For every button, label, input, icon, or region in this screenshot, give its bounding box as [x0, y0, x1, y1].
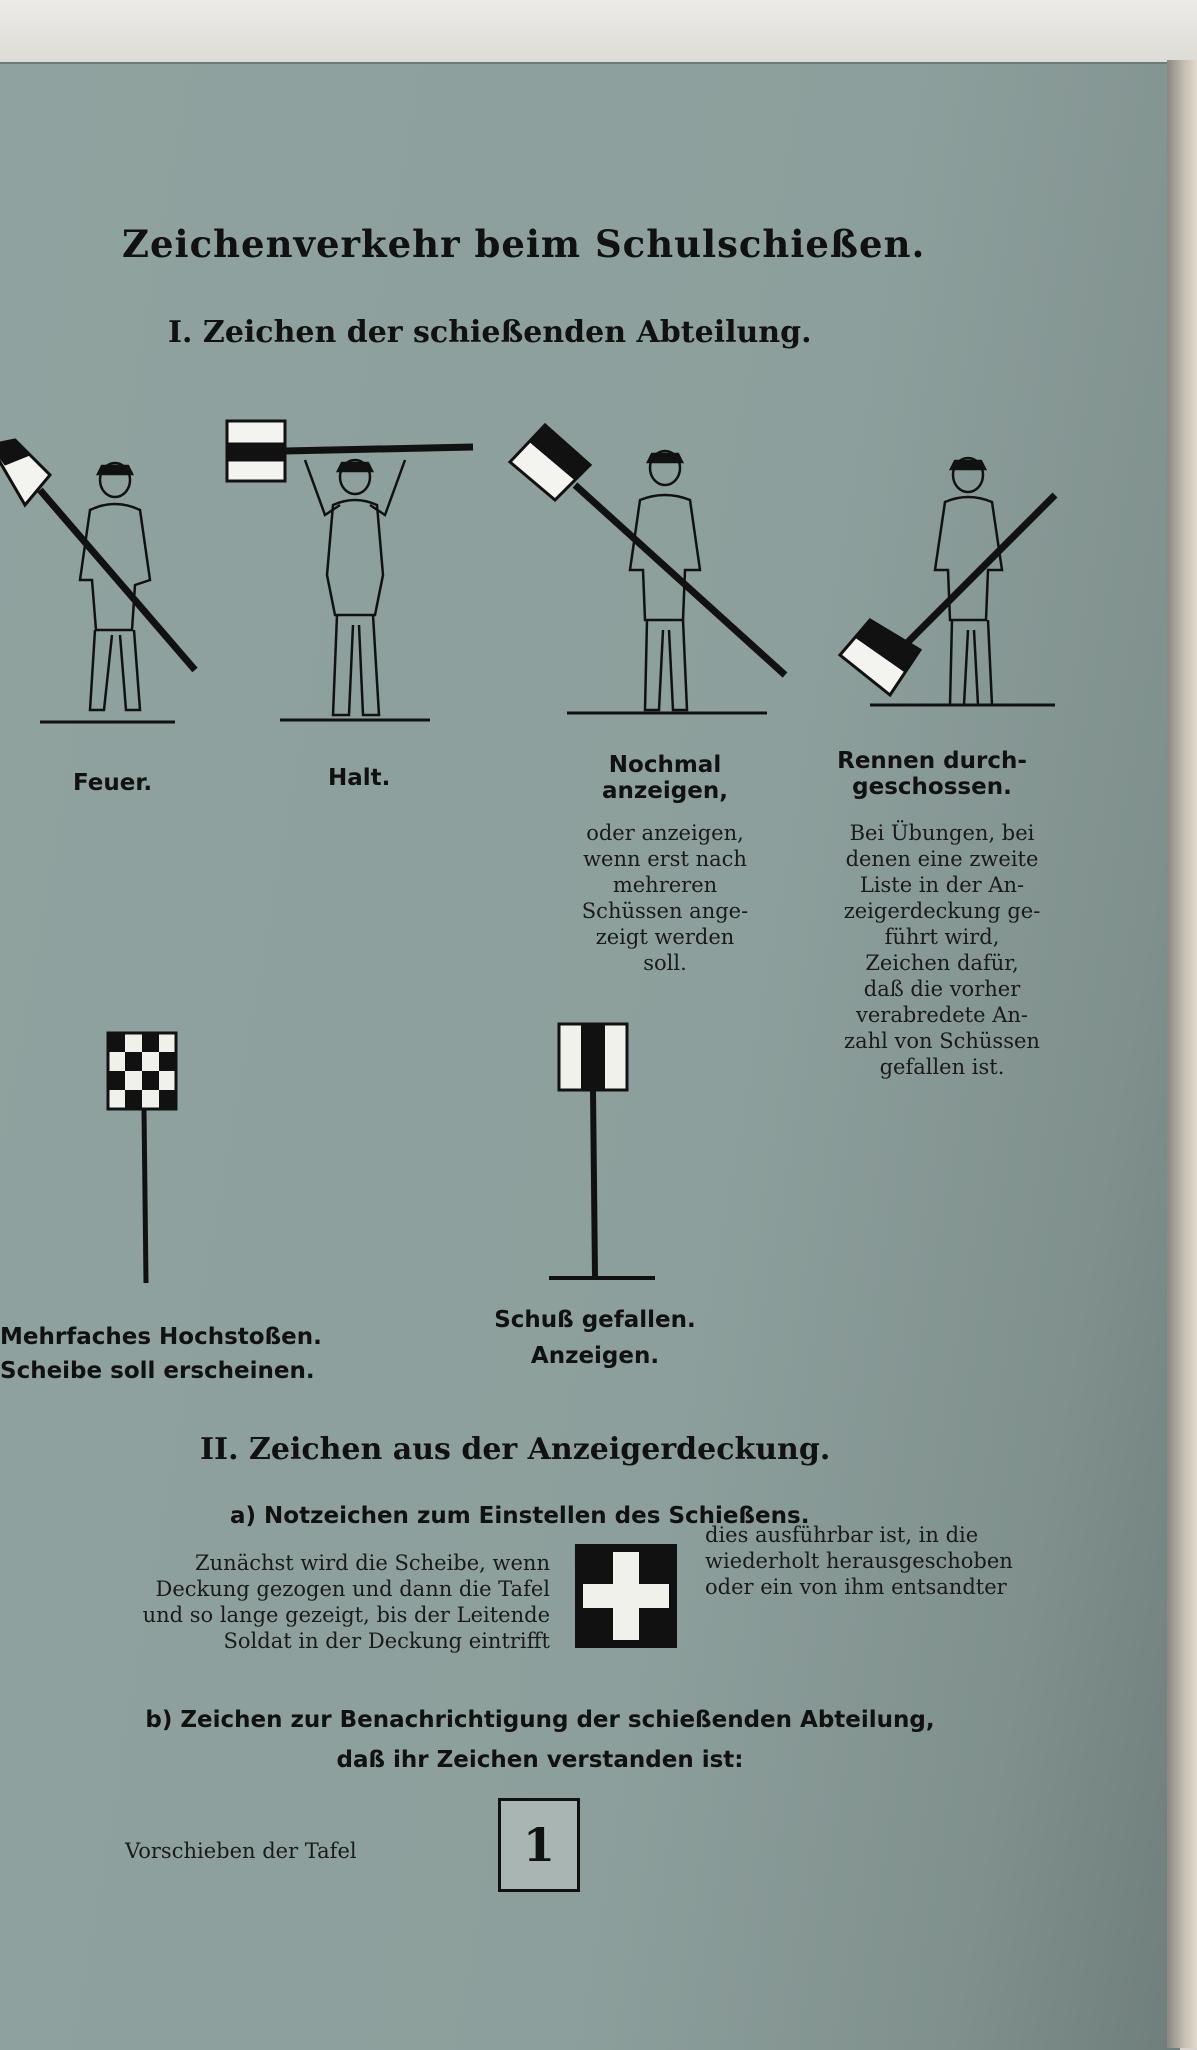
background-surface [0, 0, 1197, 70]
section2b-item-label: Vorschieben der Tafel [125, 1839, 357, 1863]
section2a-right-text: dies ausführbar ist, in die wiederholt herausgeschoben oder ein von ihm entsandter [705, 1523, 1013, 1599]
tafel-number: 1 [522, 1818, 555, 1872]
page-spine [1167, 60, 1197, 2048]
signal-caption-rennen [822, 748, 1042, 800]
signal-caption-feuer: Feuer. [73, 770, 153, 796]
signal-sign-striped [545, 1020, 665, 1285]
page-title: Zeichenverkehr beim Schulschießen. [122, 222, 926, 266]
signal-figure-feuer [0, 430, 210, 730]
section1-heading: I. Zeichen der schießenden Abteilung. [168, 315, 812, 350]
tafel-number-box [498, 1798, 580, 1892]
section2b-heading [80, 1700, 1000, 1780]
section2a-left-text: Zunächst wird die Scheibe, wenn Deckung gezogen und dann die Tafel und so lange gezeigt, bis der Leitende Soldat in der Deckung eintrifft [142, 1551, 550, 1653]
caption-line: Rennen durch- [837, 748, 1027, 774]
section2a-heading: a) Notzeichen zum Einstellen des Schießens. [230, 1503, 810, 1529]
caption-line: Schuß gefallen. [494, 1307, 696, 1333]
section2-heading: II. Zeichen aus der Anzeigerdeckung. [200, 1432, 831, 1467]
caption-line: Anzeigen. [530, 1343, 660, 1369]
signal-desc-nochmal: oder anzeigen, wenn erst nach mehreren Schüssen ange- zeigt werden soll. [581, 821, 749, 975]
caption-line: Mehrfaches Hochstoßen. [0, 1324, 322, 1350]
caption-line: anzeigen, [602, 778, 728, 804]
signal-sign-checkered [100, 1025, 190, 1290]
signal-desc-rennen: Bei Übungen, bei denen eine zweite Liste in der An- zeigerdeckung ge- führt wird, Zeichen dafür, daß die vorher verabredete An- zahl von Schüssen gefallen ist. [843, 821, 1041, 1079]
caption-line: geschossen. [852, 774, 1012, 800]
signal-caption-halt: Halt. [328, 765, 391, 791]
signal-caption-nochmal [590, 752, 740, 804]
signal-figure-nochmal-anzeigen [505, 420, 795, 720]
signal-figure-rennen-durchgeschossen [830, 440, 1070, 720]
notzeichen-cross-sign [573, 1542, 679, 1650]
heading-line: b) Zeichen zur Benachrichtigung der schießenden Abteilung, [145, 1707, 935, 1733]
caption-line: Nochmal [608, 752, 722, 778]
signal-figure-halt [225, 415, 485, 735]
signal-caption-hochstossen [0, 1320, 322, 1388]
signal-caption-schuss-gefallen [470, 1302, 720, 1374]
caption-line: Scheibe soll erscheinen. [0, 1358, 315, 1384]
heading-line: daß ihr Zeichen verstanden ist: [336, 1747, 744, 1773]
